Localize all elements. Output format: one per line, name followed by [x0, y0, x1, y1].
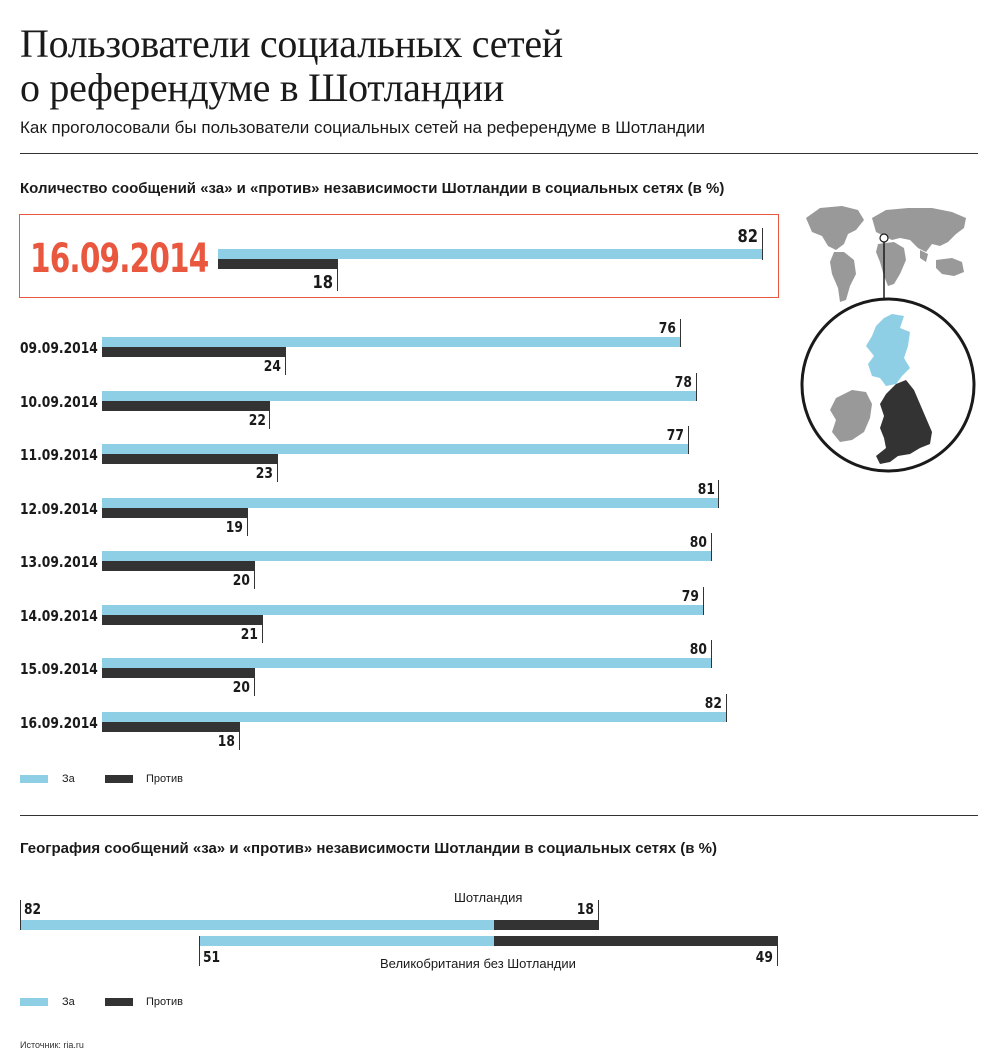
no-value: 21	[240, 624, 258, 643]
no-bar	[102, 722, 239, 732]
no-bar	[102, 454, 277, 464]
legend2-yes-swatch	[20, 998, 48, 1006]
yes-tick	[680, 319, 681, 347]
row-date-label: 09.09.2014	[20, 339, 98, 357]
no-value: 23	[255, 464, 274, 482]
source-note: Источник: ria.ru	[20, 1040, 84, 1050]
yes-tick	[688, 426, 689, 454]
yes-bar	[102, 391, 696, 401]
no-bar	[102, 508, 247, 518]
yes-bar	[102, 498, 718, 508]
no-bar	[102, 668, 254, 678]
yes-value: 79	[682, 586, 700, 605]
scotland-right-tick	[598, 900, 599, 930]
uk-no-value: 49	[756, 948, 774, 966]
no-bar	[102, 401, 269, 411]
highlight-yes-tick	[762, 228, 763, 260]
yes-bar	[102, 444, 688, 454]
yes-tick	[726, 694, 727, 722]
legend-yes-swatch	[20, 775, 48, 783]
highlight-no-bar	[218, 259, 337, 269]
yes-bar	[102, 712, 726, 722]
no-tick	[277, 454, 278, 482]
no-value: 22	[248, 410, 266, 429]
no-tick	[254, 668, 255, 696]
highlight-no-value: 18	[312, 272, 334, 293]
legend-yes-label: За	[62, 773, 75, 785]
no-bar	[102, 561, 254, 571]
yes-value: 82	[704, 693, 722, 712]
legend2-yes-label: За	[62, 996, 75, 1008]
uk-yes-value: 51	[203, 948, 221, 966]
world-map-icon	[806, 206, 966, 302]
no-value: 20	[233, 571, 251, 589]
row-date-label: 11.09.2014	[20, 446, 98, 464]
yes-tick	[711, 640, 712, 668]
scotland-left-tick	[20, 900, 21, 930]
yes-bar	[102, 605, 703, 615]
legend-no-label: Против	[146, 773, 183, 785]
scotland-yes-bar	[20, 920, 494, 930]
row-date-label: 16.09.2014	[20, 713, 98, 732]
scotland-label: Шотландия	[454, 890, 523, 905]
yes-bar	[102, 551, 711, 561]
map-group	[800, 200, 985, 485]
no-value: 24	[263, 357, 281, 375]
divider-top	[20, 153, 978, 154]
yes-bar	[102, 658, 711, 668]
legend2-no-label: Против	[146, 996, 183, 1008]
row-date-label: 14.09.2014	[20, 606, 98, 625]
yes-value: 80	[689, 533, 707, 551]
row-date-label: 13.09.2014	[20, 553, 98, 571]
uk-map-icon	[802, 299, 974, 471]
highlight-no-tick	[337, 259, 338, 291]
scotland-yes-value: 82	[24, 900, 42, 918]
highlight-yes-value: 82	[737, 226, 758, 247]
yes-tick	[703, 587, 704, 615]
yes-value: 81	[697, 479, 715, 498]
divider-middle	[20, 815, 978, 816]
scotland-no-bar	[494, 920, 598, 930]
uk-yes-bar	[199, 936, 494, 946]
yes-value: 78	[674, 372, 692, 391]
no-tick	[269, 401, 270, 429]
page-title	[20, 22, 780, 110]
scotland-no-value: 18	[576, 900, 595, 918]
title-line-1: Пользователи социальных сетей	[20, 21, 563, 66]
legend2-no-swatch	[105, 998, 133, 1006]
no-value: 18	[217, 731, 235, 750]
highlight-yes-bar	[218, 249, 762, 259]
chart1-title: Количество сообщений «за» и «против» независимости Шотландии в социальных сетях (в %)	[20, 180, 725, 197]
yes-tick	[718, 480, 719, 508]
no-bar	[102, 347, 285, 357]
yes-tick	[696, 373, 697, 401]
yes-value: 80	[689, 640, 707, 658]
yes-value: 76	[659, 319, 677, 337]
no-tick	[262, 615, 263, 643]
no-tick	[285, 347, 286, 375]
no-tick	[254, 561, 255, 589]
uk-left-tick	[199, 936, 200, 966]
legend-no-swatch	[105, 775, 133, 783]
title-line-2: о референдуме в Шотландии	[20, 65, 504, 110]
uk-label: Великобритания без Шотландии	[380, 956, 576, 971]
highlight-date: 16.09.2014	[30, 236, 209, 282]
row-date-label: 10.09.2014	[20, 392, 98, 411]
uk-right-tick	[777, 936, 778, 966]
no-tick	[239, 722, 240, 750]
no-bar	[102, 615, 262, 625]
yes-bar	[102, 337, 680, 347]
page-subtitle: Как проголосовали бы пользователи социальных сетей на референдуме в Шотландии	[20, 118, 705, 137]
no-value: 20	[233, 678, 251, 696]
yes-value: 77	[666, 426, 684, 444]
row-date-label: 15.09.2014	[20, 660, 98, 678]
yes-tick	[711, 533, 712, 561]
no-value: 19	[225, 517, 243, 536]
no-tick	[247, 508, 248, 536]
uk-no-bar	[494, 936, 777, 946]
row-date-label: 12.09.2014	[20, 499, 98, 518]
chart2-title: География сообщений «за» и «против» независимости Шотландии в социальных сетях (в %)	[20, 840, 718, 857]
